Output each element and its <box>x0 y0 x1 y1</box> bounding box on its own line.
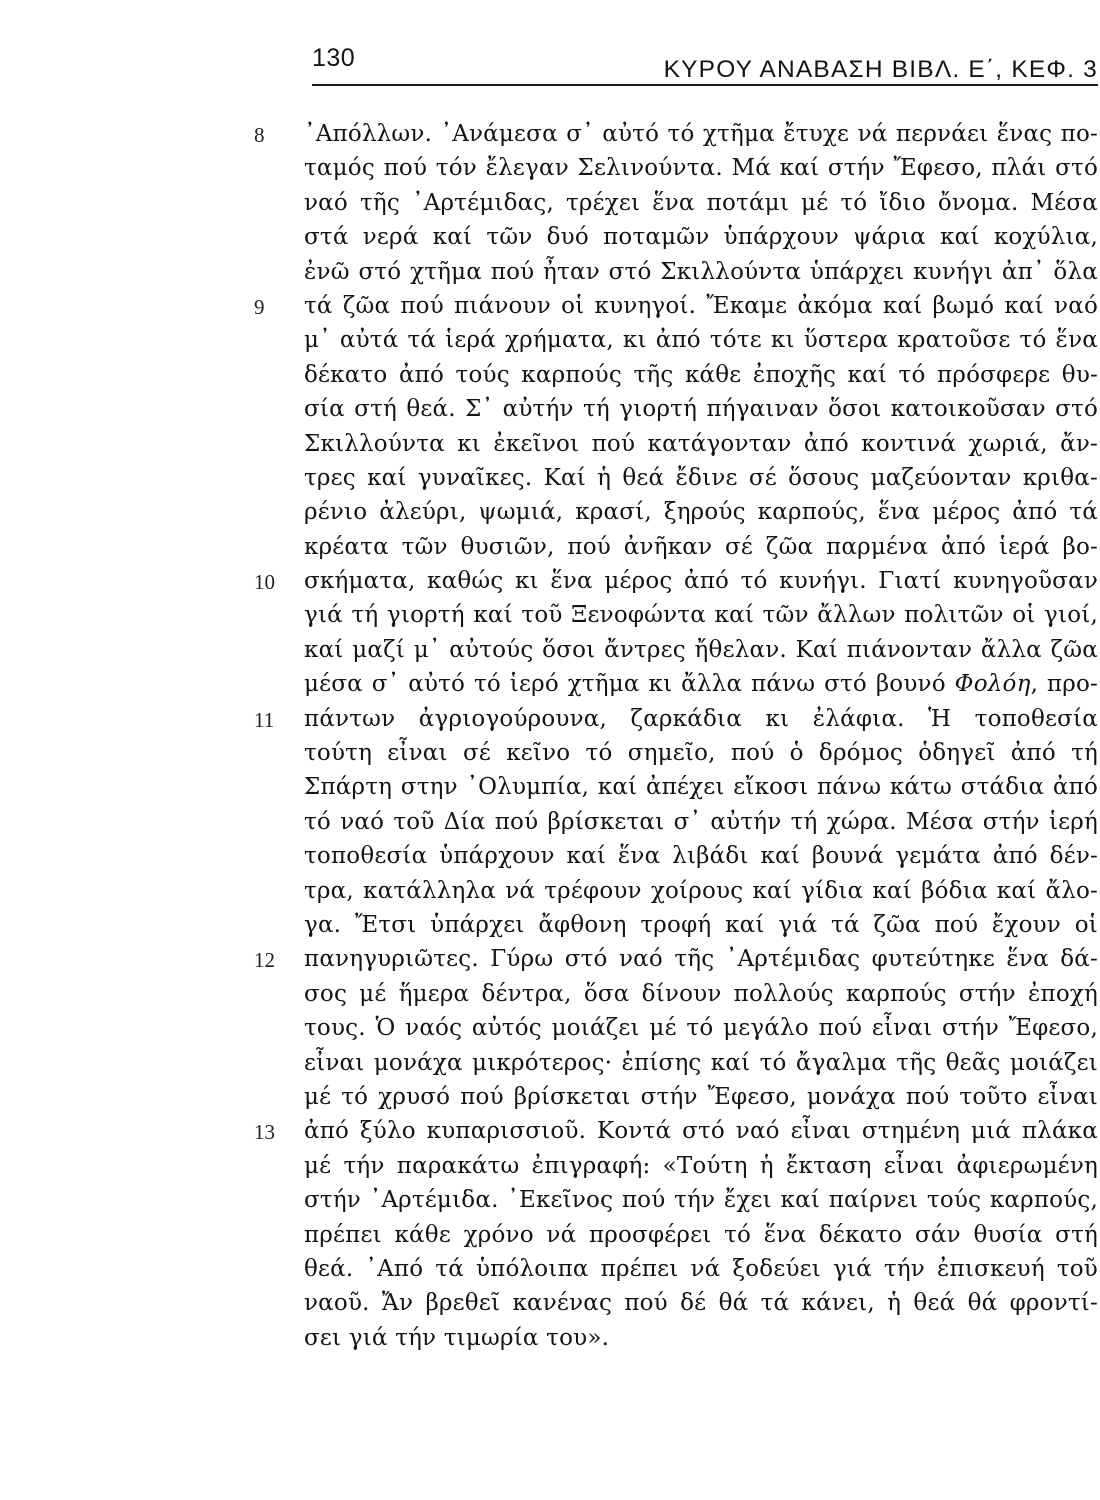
line-text: μέσα σ᾽ αὐτό τό ἱερό χτῆμα κι ἄλλα πάνω στό βουνό Φολόη, προ- <box>304 671 1098 698</box>
line-text: τους. Ὁ ναός αὐτός μοιάζει μέ τό μεγάλο πού εἶναι στήν Ἔφεσο, <box>304 1015 1098 1042</box>
text-line <box>0 978 1100 1012</box>
text-line <box>0 1047 1100 1081</box>
line-text: ρένιο ἀλεύρι, ψωμιά, κρασί, ξηρούς καρπούς, ἕνα μέρος ἀπό τά <box>304 499 1098 526</box>
line-text: μέ τό χρυσό πού βρίσκεται στήν Ἔφεσο, μονάχα πού τοῦτο εἶναι <box>304 1083 1098 1110</box>
line-text: θεά. ᾽Από τά ὑπόλοιπα πρέπει νά ξοδεύει γιά τήν ἐπισκευή τοῦ <box>304 1255 1098 1282</box>
line-text: σκήματα, καθώς κι ἕνα μέρος ἀπό τό κυνήγι. Γιατί κυνηγοῦσαν <box>304 568 1098 595</box>
text-line <box>0 118 1100 152</box>
section-number: 10 <box>254 570 275 595</box>
text-line <box>0 634 1100 668</box>
text-line <box>0 737 1100 771</box>
text-line <box>0 428 1100 462</box>
text-line <box>0 1081 1100 1115</box>
text-line <box>0 875 1100 909</box>
line-text: πρέπει κάθε χρόνο νά προσφέρει τό ἕνα δέκατο σάν θυσία στή <box>304 1221 1098 1248</box>
line-text: τό ναό τοῦ Δία πού βρίσκεται σ᾽ αὐτήν τή χώρα. Μέσα στήν ἱερή <box>304 808 1098 835</box>
text-line <box>0 909 1100 943</box>
line-text: στά νερά καί τῶν δυό ποταμῶν ὑπάρχουν ψάρια καί κοχύλια, <box>304 224 1098 251</box>
text-line <box>0 290 1100 324</box>
text-line <box>0 1150 1100 1184</box>
line-text: τά ζῶα πού πιάνουν οἱ κυνηγοί. Ἔκαμε ἀκόμα καί βωμό καί ναό <box>304 292 1098 319</box>
text-line <box>0 531 1100 565</box>
place-name-italic: Φολόη <box>954 671 1031 698</box>
text-line <box>0 1115 1100 1149</box>
line-text: Σκιλλούντα κι ἐκεῖνοι πού κατάγονταν ἀπό κοντινά χωριά, ἄν- <box>304 430 1098 457</box>
line-text: ἀπό ξύλο κυπαρισσιοῦ. Κοντά στό ναό εἶναι στημένη μιά πλάκα <box>304 1118 1098 1145</box>
line-text: ναοῦ. Ἄν βρεθεῖ κανένας πού δέ θά τά κάνει, ἡ θεά θά φροντί- <box>304 1290 1098 1317</box>
text-line <box>0 152 1100 186</box>
section-number: 8 <box>254 123 265 147</box>
text-line <box>0 1219 1100 1253</box>
line-text: σία στή θεά. Σ᾽ αὐτήν τή γιορτή πήγαιναν ὅσοι κατοικοῦσαν στό <box>304 396 1098 423</box>
section-number: 12 <box>254 948 275 973</box>
line-text: σος μέ ἥμερα δέντρα, ὅσα δίνουν πολλούς καρπούς στήν ἐποχή <box>304 980 1098 1007</box>
line-text: μ᾽ αὐτά τά ἱερά χρήματα, κι ἀπό τότε κι ὕστερα κρατοῦσε τό ἕνα <box>304 327 1098 354</box>
text-line <box>0 1287 1100 1321</box>
text-line <box>0 1253 1100 1287</box>
section-number: 13 <box>254 1120 275 1145</box>
line-text: ναό τῆς ᾽Αρτέμιδας, τρέχει ἕνα ποτάμι μέ τό ἴδιο ὄνομα. Μέσα <box>304 189 1098 216</box>
page-number: 130 <box>312 44 356 72</box>
text-line <box>0 1184 1100 1218</box>
text-line <box>0 256 1100 290</box>
text-line <box>0 668 1100 702</box>
line-text: ᾽Απόλλων. ᾽Ανάμεσα σ᾽ αὐτό τό χτῆμα ἔτυχε νά περνάει ἕνας πο- <box>304 121 1098 147</box>
line-text: στήν ᾽Αρτέμιδα. ᾽Εκεῖνος πού τήν ἔχει καί παίρνει τούς καρπούς, <box>304 1187 1098 1214</box>
text-line <box>0 359 1100 393</box>
line-text: δέκατο ἀπό τούς καρπούς τῆς κάθε ἐποχῆς καί τό πρόσφερε θυ- <box>304 361 1098 388</box>
line-text: τρες καί γυναῖκες. Καί ἡ θεά ἔδινε σέ ὅσους μαζεύονταν κριθα- <box>304 464 1098 491</box>
text-line <box>0 565 1100 599</box>
text-line <box>0 771 1100 805</box>
section-number: 11 <box>254 707 275 732</box>
line-text: ταμός πού τόν ἔλεγαν Σελινούντα. Μά καί στήν Ἔφεσο, πλάι στό <box>304 155 1098 182</box>
line-text: Σπάρτη στην ᾽Ολυμπία, καί ἀπέχει εἴκοσι πάνω κάτω στάδια ἀπό <box>304 774 1098 801</box>
line-text: καί μαζί μ᾽ αὐτούς ὅσοι ἄντρες ἤθελαν. Καί πιάνονταν ἄλλα ζῶα <box>304 636 1098 663</box>
line-text: τρα, κατάλληλα νά τρέφουν χοίρους καί γίδια καί βόδια καί ἄλο- <box>304 877 1098 904</box>
line-text: κρέατα τῶν θυσιῶν, πού ἀνῆκαν σέ ζῶα παρμένα ἀπό ἱερά βο- <box>304 533 1098 560</box>
section-number: 9 <box>254 294 265 319</box>
text-line <box>0 496 1100 530</box>
text-line <box>0 187 1100 221</box>
line-text: γα. Ἔτσι ὑπάρχει ἄφθονη τροφή καί γιά τά ζῶα πού ἔχουν οἱ <box>304 911 1098 938</box>
text-line <box>0 1322 1100 1356</box>
line-text: τούτη εἶναι σέ κεῖνο τό σημεῖο, πού ὁ δρόμος ὁδηγεῖ ἀπό τή <box>304 740 1098 767</box>
text-line <box>0 462 1100 496</box>
text-line <box>0 324 1100 358</box>
line-text: ἐνῶ στό χτῆμα πού ἦταν στό Σκιλλούντα ὑπάρχει κυνήγι ἀπ᾽ ὅλα <box>304 258 1098 285</box>
line-text: γιά τή γιορτή καί τοῦ Ξενοφώντα καί τῶν ἄλλων πολιτῶν οἱ γιοί, <box>304 602 1098 629</box>
line-text: πανηγυριῶτες. Γύρω στό ναό τῆς ᾽Αρτέμιδας φυτεύτηκε ἕνα δά- <box>304 946 1098 973</box>
line-text: τοποθεσία ὑπάρχουν καί ἕνα λιβάδι καί βουνά γεμάτα ἀπό δέν- <box>304 843 1098 870</box>
text-line <box>0 221 1100 255</box>
running-title: ΚΥΡΟΥ ΑΝΑΒΑΣΗ ΒΙΒΛ. Ε΄, ΚΕΦ. 3 <box>663 56 1098 83</box>
text-line <box>0 393 1100 427</box>
page-header <box>312 40 1098 84</box>
line-text: σει γιά τήν τιμωρία του». <box>304 1324 610 1351</box>
line-text: πάντων ἀγριογούρουνα, ζαρκάδια κι ἐλάφια. Ἡ τοποθεσία <box>304 705 1098 732</box>
text-line <box>0 599 1100 633</box>
text-line <box>0 806 1100 840</box>
text-line <box>0 840 1100 874</box>
text-line <box>0 943 1100 977</box>
line-text: μέ τήν παρακάτω ἐπιγραφή: «Τούτη ἡ ἔκταση εἶναι ἀφιερωμένη <box>304 1152 1098 1179</box>
header-rule <box>312 84 1098 86</box>
line-text: εἶναι μονάχα μικρότερος· ἐπίσης καί τό ἄγαλμα τῆς θεᾶς μοιάζει <box>304 1049 1098 1076</box>
body-text <box>0 118 1100 1356</box>
text-line <box>0 703 1100 737</box>
text-line <box>0 1012 1100 1046</box>
